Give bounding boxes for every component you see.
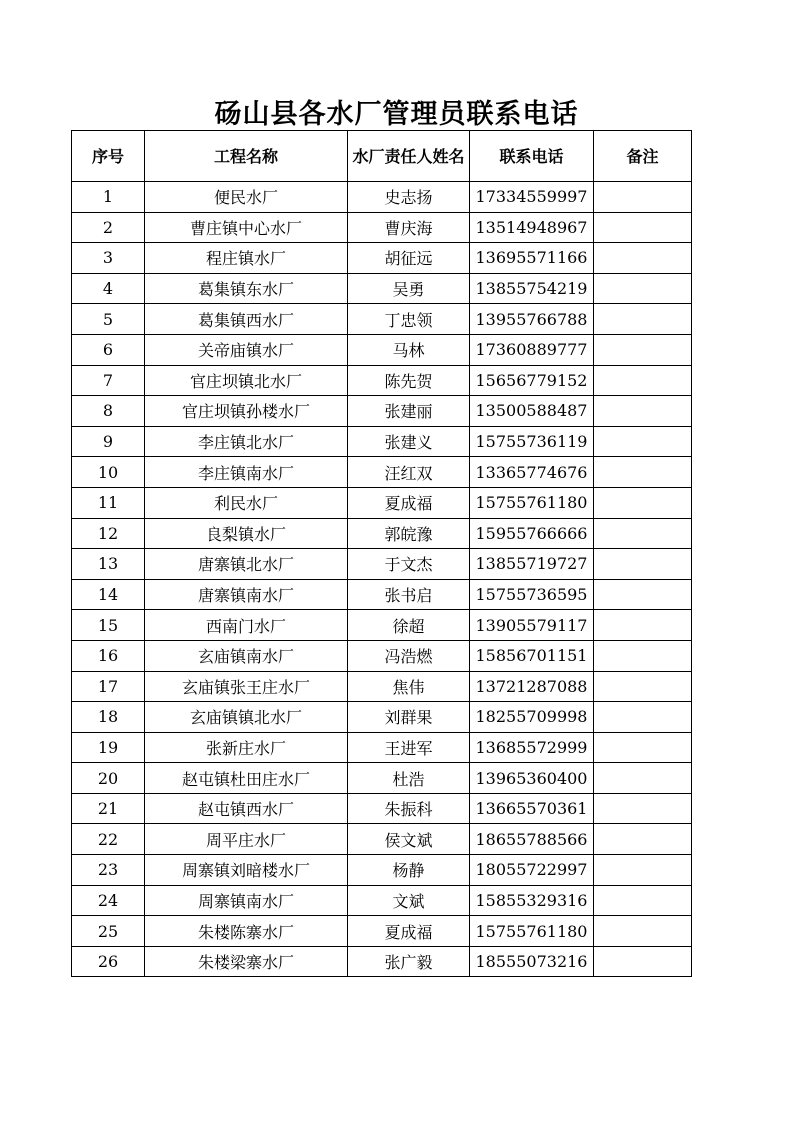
cell-phone: 15755736119 bbox=[470, 426, 594, 457]
cell-phone: 13855754219 bbox=[470, 273, 594, 304]
cell-note bbox=[594, 426, 692, 457]
cell-phone: 15755736595 bbox=[470, 579, 594, 610]
cell-project-name: 玄庙镇镇北水厂 bbox=[145, 702, 348, 733]
cell-person: 汪红双 bbox=[348, 457, 470, 488]
cell-note bbox=[594, 549, 692, 580]
cell-person: 徐超 bbox=[348, 610, 470, 641]
cell-person: 侯文斌 bbox=[348, 824, 470, 855]
header-person: 水厂责任人姓名 bbox=[348, 131, 470, 182]
cell-no: 2 bbox=[72, 212, 145, 243]
cell-project-name: 朱楼陈寨水厂 bbox=[145, 916, 348, 947]
table-row bbox=[72, 212, 692, 243]
cell-no: 19 bbox=[72, 732, 145, 763]
cell-no: 17 bbox=[72, 671, 145, 702]
cell-note bbox=[594, 273, 692, 304]
cell-note bbox=[594, 212, 692, 243]
cell-project-name: 西南门水厂 bbox=[145, 610, 348, 641]
cell-project-name: 朱楼梁寨水厂 bbox=[145, 946, 348, 977]
cell-no: 15 bbox=[72, 610, 145, 641]
cell-note bbox=[594, 793, 692, 824]
cell-project-name: 葛集镇西水厂 bbox=[145, 304, 348, 335]
cell-project-name: 唐寨镇北水厂 bbox=[145, 549, 348, 580]
cell-project-name: 葛集镇东水厂 bbox=[145, 273, 348, 304]
cell-note bbox=[594, 304, 692, 335]
cell-phone: 15855329316 bbox=[470, 885, 594, 916]
cell-phone: 13721287088 bbox=[470, 671, 594, 702]
cell-phone: 18655788566 bbox=[470, 824, 594, 855]
cell-phone: 13905579117 bbox=[470, 610, 594, 641]
cell-note bbox=[594, 763, 692, 794]
contact-table bbox=[71, 130, 692, 977]
cell-note bbox=[594, 182, 692, 213]
table-row bbox=[72, 640, 692, 671]
header-note: 备注 bbox=[594, 131, 692, 182]
table-row bbox=[72, 426, 692, 457]
cell-project-name: 曹庄镇中心水厂 bbox=[145, 212, 348, 243]
cell-note bbox=[594, 610, 692, 641]
table-row bbox=[72, 273, 692, 304]
cell-no: 24 bbox=[72, 885, 145, 916]
cell-project-name: 周平庄水厂 bbox=[145, 824, 348, 855]
cell-project-name: 良梨镇水厂 bbox=[145, 518, 348, 549]
cell-project-name: 李庄镇北水厂 bbox=[145, 426, 348, 457]
table-row bbox=[72, 579, 692, 610]
cell-person: 于文杰 bbox=[348, 549, 470, 580]
cell-note bbox=[594, 579, 692, 610]
cell-phone: 13514948967 bbox=[470, 212, 594, 243]
cell-no: 16 bbox=[72, 640, 145, 671]
cell-note bbox=[594, 916, 692, 947]
cell-person: 夏成福 bbox=[348, 487, 470, 518]
cell-project-name: 唐寨镇南水厂 bbox=[145, 579, 348, 610]
cell-person: 丁忠领 bbox=[348, 304, 470, 335]
cell-phone: 17334559997 bbox=[470, 182, 594, 213]
table-row bbox=[72, 732, 692, 763]
table-row bbox=[72, 671, 692, 702]
table-row bbox=[72, 396, 692, 427]
cell-note bbox=[594, 702, 692, 733]
cell-phone: 15755761180 bbox=[470, 487, 594, 518]
cell-phone: 17360889777 bbox=[470, 334, 594, 365]
cell-note bbox=[594, 885, 692, 916]
cell-phone: 15856701151 bbox=[470, 640, 594, 671]
table-row bbox=[72, 549, 692, 580]
header-project-name: 工程名称 bbox=[145, 131, 348, 182]
header-phone: 联系电话 bbox=[470, 131, 594, 182]
cell-project-name: 张新庄水厂 bbox=[145, 732, 348, 763]
table-row bbox=[72, 182, 692, 213]
cell-person: 张建义 bbox=[348, 426, 470, 457]
table-row bbox=[72, 610, 692, 641]
cell-person: 杨静 bbox=[348, 855, 470, 886]
cell-project-name: 利民水厂 bbox=[145, 487, 348, 518]
cell-no: 8 bbox=[72, 396, 145, 427]
cell-person: 吴勇 bbox=[348, 273, 470, 304]
cell-project-name: 便民水厂 bbox=[145, 182, 348, 213]
cell-no: 20 bbox=[72, 763, 145, 794]
cell-project-name: 李庄镇南水厂 bbox=[145, 457, 348, 488]
table-row bbox=[72, 487, 692, 518]
cell-person: 杜浩 bbox=[348, 763, 470, 794]
header-no: 序号 bbox=[72, 131, 145, 182]
cell-no: 13 bbox=[72, 549, 145, 580]
cell-person: 张广毅 bbox=[348, 946, 470, 977]
cell-phone: 13955766788 bbox=[470, 304, 594, 335]
cell-project-name: 赵屯镇杜田庄水厂 bbox=[145, 763, 348, 794]
cell-no: 3 bbox=[72, 243, 145, 274]
cell-note bbox=[594, 671, 692, 702]
cell-note bbox=[594, 457, 692, 488]
cell-no: 7 bbox=[72, 365, 145, 396]
cell-no: 14 bbox=[72, 579, 145, 610]
cell-no: 21 bbox=[72, 793, 145, 824]
cell-phone: 13500588487 bbox=[470, 396, 594, 427]
cell-no: 11 bbox=[72, 487, 145, 518]
cell-no: 1 bbox=[72, 182, 145, 213]
cell-no: 12 bbox=[72, 518, 145, 549]
cell-project-name: 官庄坝镇北水厂 bbox=[145, 365, 348, 396]
table-row bbox=[72, 885, 692, 916]
table-row bbox=[72, 946, 692, 977]
cell-phone: 18255709998 bbox=[470, 702, 594, 733]
cell-project-name: 程庄镇水厂 bbox=[145, 243, 348, 274]
cell-person: 王进军 bbox=[348, 732, 470, 763]
cell-note bbox=[594, 855, 692, 886]
table-row bbox=[72, 855, 692, 886]
table-row bbox=[72, 365, 692, 396]
cell-phone: 15656779152 bbox=[470, 365, 594, 396]
table-header-row bbox=[72, 131, 692, 182]
cell-note bbox=[594, 243, 692, 274]
cell-note bbox=[594, 487, 692, 518]
cell-project-name: 玄庙镇张王庄水厂 bbox=[145, 671, 348, 702]
cell-note bbox=[594, 365, 692, 396]
table-row bbox=[72, 334, 692, 365]
cell-no: 23 bbox=[72, 855, 145, 886]
cell-person: 朱振科 bbox=[348, 793, 470, 824]
cell-no: 22 bbox=[72, 824, 145, 855]
cell-project-name: 周寨镇刘暗楼水厂 bbox=[145, 855, 348, 886]
cell-phone: 13365774676 bbox=[470, 457, 594, 488]
page-title: 砀山县各水厂管理员联系电话 bbox=[214, 99, 579, 130]
cell-note bbox=[594, 334, 692, 365]
cell-project-name: 官庄坝镇孙楼水厂 bbox=[145, 396, 348, 427]
cell-project-name: 玄庙镇南水厂 bbox=[145, 640, 348, 671]
cell-person: 郭皖豫 bbox=[348, 518, 470, 549]
table-row bbox=[72, 304, 692, 335]
cell-note bbox=[594, 640, 692, 671]
table-row bbox=[72, 793, 692, 824]
cell-person: 张书启 bbox=[348, 579, 470, 610]
cell-no: 6 bbox=[72, 334, 145, 365]
cell-phone: 13685572999 bbox=[470, 732, 594, 763]
cell-phone: 13695571166 bbox=[470, 243, 594, 274]
cell-note bbox=[594, 396, 692, 427]
cell-no: 9 bbox=[72, 426, 145, 457]
cell-phone: 13665570361 bbox=[470, 793, 594, 824]
cell-project-name: 关帝庙镇水厂 bbox=[145, 334, 348, 365]
cell-no: 18 bbox=[72, 702, 145, 733]
cell-person: 冯浩燃 bbox=[348, 640, 470, 671]
cell-person: 焦伟 bbox=[348, 671, 470, 702]
cell-phone: 18555073216 bbox=[470, 946, 594, 977]
table-row bbox=[72, 702, 692, 733]
cell-no: 26 bbox=[72, 946, 145, 977]
cell-person: 夏成福 bbox=[348, 916, 470, 947]
table-row bbox=[72, 763, 692, 794]
cell-phone: 15955766666 bbox=[470, 518, 594, 549]
cell-phone: 18055722997 bbox=[470, 855, 594, 886]
cell-phone: 15755761180 bbox=[470, 916, 594, 947]
cell-person: 曹庆海 bbox=[348, 212, 470, 243]
table-body bbox=[72, 182, 692, 977]
cell-person: 陈先贺 bbox=[348, 365, 470, 396]
table-row bbox=[72, 824, 692, 855]
cell-note bbox=[594, 946, 692, 977]
table-row bbox=[72, 518, 692, 549]
cell-no: 4 bbox=[72, 273, 145, 304]
cell-note bbox=[594, 518, 692, 549]
cell-project-name: 赵屯镇西水厂 bbox=[145, 793, 348, 824]
cell-person: 张建丽 bbox=[348, 396, 470, 427]
table-row bbox=[72, 243, 692, 274]
cell-person: 史志扬 bbox=[348, 182, 470, 213]
table-row bbox=[72, 457, 692, 488]
cell-person: 马林 bbox=[348, 334, 470, 365]
cell-project-name: 周寨镇南水厂 bbox=[145, 885, 348, 916]
cell-person: 胡征远 bbox=[348, 243, 470, 274]
cell-no: 25 bbox=[72, 916, 145, 947]
cell-note bbox=[594, 824, 692, 855]
cell-phone: 13965360400 bbox=[470, 763, 594, 794]
cell-no: 10 bbox=[72, 457, 145, 488]
cell-no: 5 bbox=[72, 304, 145, 335]
cell-person: 刘群果 bbox=[348, 702, 470, 733]
cell-person: 文斌 bbox=[348, 885, 470, 916]
table-row bbox=[72, 916, 692, 947]
cell-note bbox=[594, 732, 692, 763]
cell-phone: 13855719727 bbox=[470, 549, 594, 580]
